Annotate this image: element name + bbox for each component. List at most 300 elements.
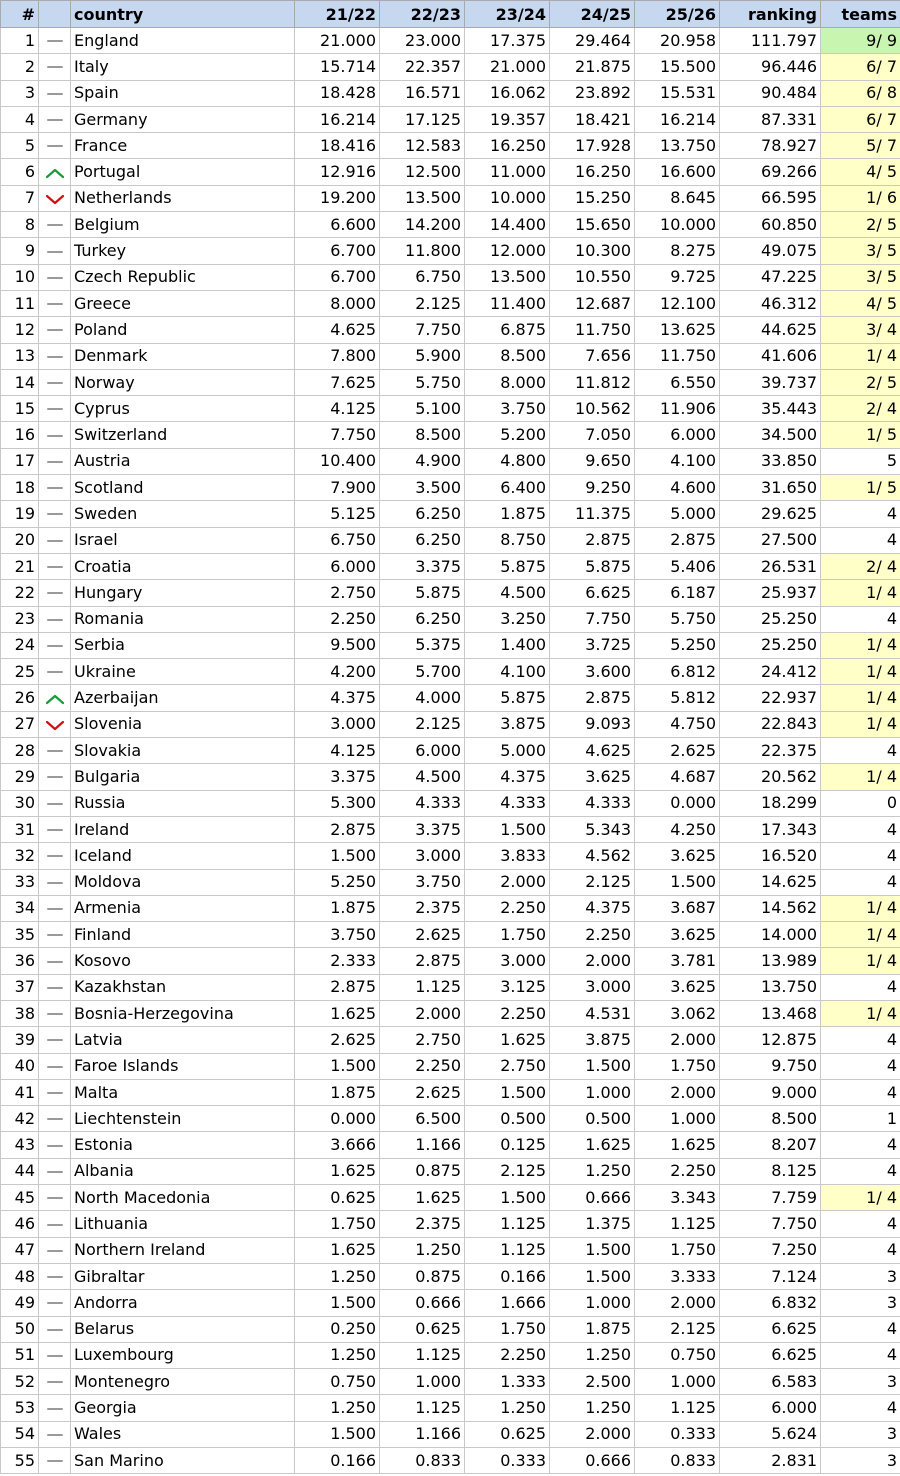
rank-cell: 31	[1, 816, 39, 842]
ranking-cell: 6.000	[720, 1395, 821, 1421]
table-row[interactable]	[1, 843, 900, 869]
trend-unchanged-icon	[46, 140, 64, 152]
table-row[interactable]	[1, 816, 900, 842]
season-25-26-cell: 3.062	[635, 1000, 720, 1026]
table-row[interactable]	[1, 106, 900, 132]
trend-cell	[39, 238, 71, 264]
season-23-24-cell: 0.125	[465, 1132, 550, 1158]
table-row[interactable]	[1, 1237, 900, 1263]
country-cell: Greece	[71, 290, 295, 316]
season-23-24-cell: 5.200	[465, 422, 550, 448]
table-row[interactable]	[1, 685, 900, 711]
rank-cell: 2	[1, 54, 39, 80]
trend-unchanged-icon	[46, 377, 64, 389]
trend-cell	[39, 1421, 71, 1447]
season-22-23-cell: 1.125	[380, 1342, 465, 1368]
table-row[interactable]	[1, 738, 900, 764]
season-25-26-cell: 2.125	[635, 1316, 720, 1342]
ranking-cell: 14.562	[720, 895, 821, 921]
season-22-23-cell: 14.200	[380, 212, 465, 238]
country-cell: Switzerland	[71, 422, 295, 448]
rank-cell: 48	[1, 1263, 39, 1289]
table-row[interactable]	[1, 1263, 900, 1289]
ranking-cell: 60.850	[720, 212, 821, 238]
teams-cell: 4	[821, 1132, 900, 1158]
rank-cell: 18	[1, 475, 39, 501]
country-cell: Bulgaria	[71, 764, 295, 790]
season-25-26-cell: 15.500	[635, 54, 720, 80]
trend-unchanged-icon	[46, 1429, 64, 1441]
table-row[interactable]	[1, 1211, 900, 1237]
trend-unchanged-icon	[46, 850, 64, 862]
rank-cell: 32	[1, 843, 39, 869]
table-row[interactable]	[1, 1000, 900, 1026]
season-21-22-cell: 7.900	[295, 475, 380, 501]
ranking-cell: 7.124	[720, 1263, 821, 1289]
rank-cell: 4	[1, 106, 39, 132]
teams-cell: 4	[821, 1079, 900, 1105]
season-21-22-cell: 6.700	[295, 264, 380, 290]
teams-cell: 1/ 4	[821, 1000, 900, 1026]
rank-cell: 22	[1, 580, 39, 606]
trend-cell	[39, 1158, 71, 1184]
season-25-26-cell: 4.600	[635, 475, 720, 501]
table-row[interactable]	[1, 1421, 900, 1447]
season-25-26-cell: 0.333	[635, 1421, 720, 1447]
trend-cell	[39, 1237, 71, 1263]
header-season-24-25[interactable]: 24/25	[550, 1, 635, 28]
table-row[interactable]	[1, 1185, 900, 1211]
season-22-23-cell: 3.375	[380, 816, 465, 842]
trend-cell	[39, 1395, 71, 1421]
season-25-26-cell: 0.000	[635, 790, 720, 816]
season-21-22-cell: 2.250	[295, 606, 380, 632]
teams-cell: 3	[821, 1290, 900, 1316]
season-24-25-cell: 3.625	[550, 764, 635, 790]
table-row[interactable]	[1, 1106, 900, 1132]
country-cell: Lithuania	[71, 1211, 295, 1237]
season-23-24-cell: 0.333	[465, 1448, 550, 1474]
trend-unchanged-icon	[46, 666, 64, 678]
season-24-25-cell: 1.375	[550, 1211, 635, 1237]
season-21-22-cell: 1.250	[295, 1263, 380, 1289]
rank-cell: 44	[1, 1158, 39, 1184]
season-24-25-cell: 7.656	[550, 343, 635, 369]
season-22-23-cell: 3.750	[380, 869, 465, 895]
rank-cell: 12	[1, 317, 39, 343]
table-row[interactable]	[1, 343, 900, 369]
season-25-26-cell: 2.000	[635, 1079, 720, 1105]
table-row[interactable]	[1, 895, 900, 921]
table-row[interactable]	[1, 238, 900, 264]
season-24-25-cell: 3.600	[550, 659, 635, 685]
rank-cell: 14	[1, 369, 39, 395]
trend-unchanged-icon	[46, 1034, 64, 1046]
trend-unchanged-icon	[46, 1166, 64, 1178]
season-21-22-cell: 0.000	[295, 1106, 380, 1132]
season-24-25-cell: 1.000	[550, 1079, 635, 1105]
header-season-22-23[interactable]: 22/23	[380, 1, 465, 28]
trend-unchanged-icon	[46, 272, 64, 284]
season-21-22-cell: 1.750	[295, 1211, 380, 1237]
trend-unchanged-icon	[46, 929, 64, 941]
trend-unchanged-icon	[46, 351, 64, 363]
season-22-23-cell: 3.375	[380, 553, 465, 579]
table-row[interactable]	[1, 133, 900, 159]
teams-cell: 4	[821, 1316, 900, 1342]
teams-cell: 1/ 4	[821, 1185, 900, 1211]
header-season-21-22[interactable]: 21/22	[295, 1, 380, 28]
table-row[interactable]	[1, 1290, 900, 1316]
teams-cell: 1/ 4	[821, 711, 900, 737]
season-21-22-cell: 9.500	[295, 632, 380, 658]
country-cell: Northern Ireland	[71, 1237, 295, 1263]
trend-cell	[39, 1316, 71, 1342]
trend-cell	[39, 212, 71, 238]
ranking-cell: 9.750	[720, 1053, 821, 1079]
rank-cell: 49	[1, 1290, 39, 1316]
country-cell: Kazakhstan	[71, 974, 295, 1000]
season-24-25-cell: 16.250	[550, 159, 635, 185]
season-23-24-cell: 6.400	[465, 475, 550, 501]
country-cell: Liechtenstein	[71, 1106, 295, 1132]
country-cell: Germany	[71, 106, 295, 132]
season-23-24-cell: 8.000	[465, 369, 550, 395]
season-25-26-cell: 1.750	[635, 1237, 720, 1263]
trend-unchanged-icon	[46, 561, 64, 573]
header-season-25-26[interactable]: 25/26	[635, 1, 720, 28]
season-24-25-cell: 15.250	[550, 185, 635, 211]
season-21-22-cell: 1.500	[295, 1053, 380, 1079]
season-25-26-cell: 2.000	[635, 1290, 720, 1316]
rank-cell: 20	[1, 527, 39, 553]
country-cell: Latvia	[71, 1027, 295, 1053]
season-22-23-cell: 22.357	[380, 54, 465, 80]
trend-cell	[39, 974, 71, 1000]
season-22-23-cell: 6.500	[380, 1106, 465, 1132]
season-21-22-cell: 5.125	[295, 501, 380, 527]
season-25-26-cell: 1.125	[635, 1395, 720, 1421]
table-row[interactable]	[1, 553, 900, 579]
season-23-24-cell: 1.500	[465, 1079, 550, 1105]
table-header	[1, 1, 900, 28]
trend-up-icon	[46, 167, 64, 179]
country-cell: Serbia	[71, 632, 295, 658]
season-21-22-cell: 3.750	[295, 922, 380, 948]
ranking-cell: 14.000	[720, 922, 821, 948]
season-22-23-cell: 5.900	[380, 343, 465, 369]
trend-cell	[39, 1290, 71, 1316]
ranking-cell: 7.250	[720, 1237, 821, 1263]
trend-unchanged-icon	[46, 1297, 64, 1309]
season-22-23-cell: 0.833	[380, 1448, 465, 1474]
season-25-26-cell: 9.725	[635, 264, 720, 290]
table-row[interactable]	[1, 790, 900, 816]
trend-unchanged-icon	[46, 1192, 64, 1204]
season-23-24-cell: 1.666	[465, 1290, 550, 1316]
header-ranking[interactable]: ranking	[720, 1, 821, 28]
table-row[interactable]	[1, 1395, 900, 1421]
trend-unchanged-icon	[46, 1087, 64, 1099]
season-22-23-cell: 4.900	[380, 448, 465, 474]
season-22-23-cell: 7.750	[380, 317, 465, 343]
table-row[interactable]	[1, 1053, 900, 1079]
season-25-26-cell: 8.645	[635, 185, 720, 211]
trend-cell	[39, 475, 71, 501]
season-21-22-cell: 1.875	[295, 1079, 380, 1105]
header-season-23-24[interactable]: 23/24	[465, 1, 550, 28]
ranking-cell: 96.446	[720, 54, 821, 80]
teams-cell: 1/ 4	[821, 764, 900, 790]
country-cell: Portugal	[71, 159, 295, 185]
season-24-25-cell: 6.625	[550, 580, 635, 606]
trend-cell	[39, 133, 71, 159]
season-23-24-cell: 11.000	[465, 159, 550, 185]
table-row[interactable]	[1, 1158, 900, 1184]
ranking-cell: 7.759	[720, 1185, 821, 1211]
teams-cell: 2/ 4	[821, 553, 900, 579]
table-row[interactable]	[1, 606, 900, 632]
season-23-24-cell: 21.000	[465, 54, 550, 80]
teams-cell: 2/ 5	[821, 369, 900, 395]
trend-cell	[39, 869, 71, 895]
trend-unchanged-icon	[46, 982, 64, 994]
ranking-cell: 22.375	[720, 738, 821, 764]
season-23-24-cell: 4.500	[465, 580, 550, 606]
season-22-23-cell: 5.100	[380, 396, 465, 422]
table-row[interactable]	[1, 1079, 900, 1105]
season-22-23-cell: 0.625	[380, 1316, 465, 1342]
ranking-cell: 41.606	[720, 343, 821, 369]
table-row[interactable]	[1, 527, 900, 553]
table-row[interactable]	[1, 54, 900, 80]
season-24-25-cell: 1.000	[550, 1290, 635, 1316]
table-row[interactable]	[1, 475, 900, 501]
season-24-25-cell: 10.300	[550, 238, 635, 264]
table-row[interactable]	[1, 711, 900, 737]
season-25-26-cell: 3.781	[635, 948, 720, 974]
trend-cell	[39, 580, 71, 606]
country-cell: Faroe Islands	[71, 1053, 295, 1079]
table-row[interactable]	[1, 28, 900, 54]
season-22-23-cell: 8.500	[380, 422, 465, 448]
table-row[interactable]	[1, 159, 900, 185]
rank-cell: 38	[1, 1000, 39, 1026]
trend-unchanged-icon	[46, 956, 64, 968]
table-row[interactable]	[1, 974, 900, 1000]
table-row[interactable]	[1, 212, 900, 238]
trend-unchanged-icon	[46, 482, 64, 494]
rank-cell: 36	[1, 948, 39, 974]
table-row[interactable]	[1, 580, 900, 606]
header-country[interactable]: country	[71, 1, 295, 28]
table-row[interactable]	[1, 632, 900, 658]
table-row[interactable]	[1, 501, 900, 527]
season-21-22-cell: 0.166	[295, 1448, 380, 1474]
ranking-cell: 35.443	[720, 396, 821, 422]
trend-unchanged-icon	[46, 1061, 64, 1073]
season-24-25-cell: 10.550	[550, 264, 635, 290]
table-row[interactable]	[1, 922, 900, 948]
teams-cell: 4	[821, 974, 900, 1000]
season-23-24-cell: 8.500	[465, 343, 550, 369]
rank-cell: 46	[1, 1211, 39, 1237]
country-cell: Kosovo	[71, 948, 295, 974]
season-22-23-cell: 2.375	[380, 895, 465, 921]
season-21-22-cell: 1.250	[295, 1395, 380, 1421]
country-cell: Luxembourg	[71, 1342, 295, 1368]
season-23-24-cell: 1.750	[465, 1316, 550, 1342]
ranking-cell: 6.583	[720, 1369, 821, 1395]
table-row[interactable]	[1, 1369, 900, 1395]
teams-cell: 3	[821, 1421, 900, 1447]
table-row[interactable]	[1, 369, 900, 395]
country-cell: Scotland	[71, 475, 295, 501]
teams-cell: 5/ 7	[821, 133, 900, 159]
season-25-26-cell: 3.333	[635, 1263, 720, 1289]
header-teams[interactable]: teams	[821, 1, 900, 28]
table-row[interactable]	[1, 1132, 900, 1158]
season-21-22-cell: 5.300	[295, 790, 380, 816]
season-22-23-cell: 4.500	[380, 764, 465, 790]
table-row[interactable]	[1, 80, 900, 106]
teams-cell: 1/ 4	[821, 632, 900, 658]
trend-unchanged-icon	[46, 614, 64, 626]
season-22-23-cell: 12.500	[380, 159, 465, 185]
season-23-24-cell: 19.357	[465, 106, 550, 132]
season-24-25-cell: 0.500	[550, 1106, 635, 1132]
table-row[interactable]	[1, 948, 900, 974]
season-23-24-cell: 3.750	[465, 396, 550, 422]
country-cell: Armenia	[71, 895, 295, 921]
trend-down-icon	[46, 719, 64, 731]
trend-unchanged-icon	[46, 508, 64, 520]
trend-cell	[39, 80, 71, 106]
season-24-25-cell: 2.000	[550, 948, 635, 974]
rank-cell: 9	[1, 238, 39, 264]
season-25-26-cell: 6.812	[635, 659, 720, 685]
season-21-22-cell: 10.400	[295, 448, 380, 474]
ranking-cell: 87.331	[720, 106, 821, 132]
table-row[interactable]	[1, 869, 900, 895]
season-23-24-cell: 2.000	[465, 869, 550, 895]
season-24-25-cell: 7.050	[550, 422, 635, 448]
country-cell: Malta	[71, 1079, 295, 1105]
teams-cell: 4	[821, 527, 900, 553]
country-cell: Austria	[71, 448, 295, 474]
season-25-26-cell: 3.343	[635, 1185, 720, 1211]
ranking-cell: 5.624	[720, 1421, 821, 1447]
season-21-22-cell: 0.625	[295, 1185, 380, 1211]
season-21-22-cell: 4.375	[295, 685, 380, 711]
rank-cell: 25	[1, 659, 39, 685]
header-row	[1, 1, 900, 28]
season-25-26-cell: 2.875	[635, 527, 720, 553]
rank-cell: 26	[1, 685, 39, 711]
trend-cell	[39, 1132, 71, 1158]
season-23-24-cell: 1.333	[465, 1369, 550, 1395]
season-23-24-cell: 1.125	[465, 1237, 550, 1263]
season-25-26-cell: 1.625	[635, 1132, 720, 1158]
season-23-24-cell: 4.333	[465, 790, 550, 816]
trend-unchanged-icon	[46, 798, 64, 810]
table-row[interactable]	[1, 1448, 900, 1474]
country-cell: Czech Republic	[71, 264, 295, 290]
season-21-22-cell: 6.000	[295, 553, 380, 579]
header-rank[interactable]: #	[1, 1, 39, 28]
season-24-25-cell: 15.650	[550, 212, 635, 238]
ranking-cell: 7.750	[720, 1211, 821, 1237]
ranking-cell: 78.927	[720, 133, 821, 159]
ranking-cell: 9.000	[720, 1079, 821, 1105]
country-cell: Italy	[71, 54, 295, 80]
table-row[interactable]	[1, 317, 900, 343]
teams-cell: 4	[821, 1158, 900, 1184]
teams-cell: 3	[821, 1369, 900, 1395]
trend-cell	[39, 369, 71, 395]
table-row[interactable]	[1, 1316, 900, 1342]
table-row[interactable]	[1, 1027, 900, 1053]
season-25-26-cell: 1.125	[635, 1211, 720, 1237]
season-25-26-cell: 3.625	[635, 843, 720, 869]
season-22-23-cell: 6.250	[380, 527, 465, 553]
table-row[interactable]	[1, 264, 900, 290]
rank-cell: 41	[1, 1079, 39, 1105]
season-23-24-cell: 3.875	[465, 711, 550, 737]
teams-cell: 1/ 4	[821, 580, 900, 606]
season-25-26-cell: 11.906	[635, 396, 720, 422]
season-24-25-cell: 23.892	[550, 80, 635, 106]
season-24-25-cell: 4.562	[550, 843, 635, 869]
trend-unchanged-icon	[46, 430, 64, 442]
season-24-25-cell: 2.500	[550, 1369, 635, 1395]
season-25-26-cell: 1.000	[635, 1369, 720, 1395]
season-25-26-cell: 16.600	[635, 159, 720, 185]
country-cell: France	[71, 133, 295, 159]
season-24-25-cell: 1.625	[550, 1132, 635, 1158]
table-row[interactable]	[1, 659, 900, 685]
teams-cell: 5	[821, 448, 900, 474]
season-22-23-cell: 12.583	[380, 133, 465, 159]
season-22-23-cell: 2.250	[380, 1053, 465, 1079]
trend-unchanged-icon	[46, 877, 64, 889]
table-row[interactable]	[1, 185, 900, 211]
table-row[interactable]	[1, 290, 900, 316]
trend-cell	[39, 553, 71, 579]
season-22-23-cell: 6.750	[380, 264, 465, 290]
season-25-26-cell: 3.625	[635, 922, 720, 948]
teams-cell: 4	[821, 816, 900, 842]
season-22-23-cell: 2.875	[380, 948, 465, 974]
table-row[interactable]	[1, 448, 900, 474]
season-21-22-cell: 1.250	[295, 1342, 380, 1368]
season-21-22-cell: 1.500	[295, 1290, 380, 1316]
season-24-25-cell: 11.750	[550, 317, 635, 343]
table-row[interactable]	[1, 422, 900, 448]
table-row[interactable]	[1, 764, 900, 790]
season-23-24-cell: 0.500	[465, 1106, 550, 1132]
country-cell: Estonia	[71, 1132, 295, 1158]
trend-cell	[39, 659, 71, 685]
trend-cell	[39, 1185, 71, 1211]
season-22-23-cell: 2.125	[380, 711, 465, 737]
teams-cell: 0	[821, 790, 900, 816]
table-row[interactable]	[1, 1342, 900, 1368]
table-row[interactable]	[1, 396, 900, 422]
trend-cell	[39, 28, 71, 54]
trend-unchanged-icon	[46, 219, 64, 231]
season-25-26-cell: 5.000	[635, 501, 720, 527]
